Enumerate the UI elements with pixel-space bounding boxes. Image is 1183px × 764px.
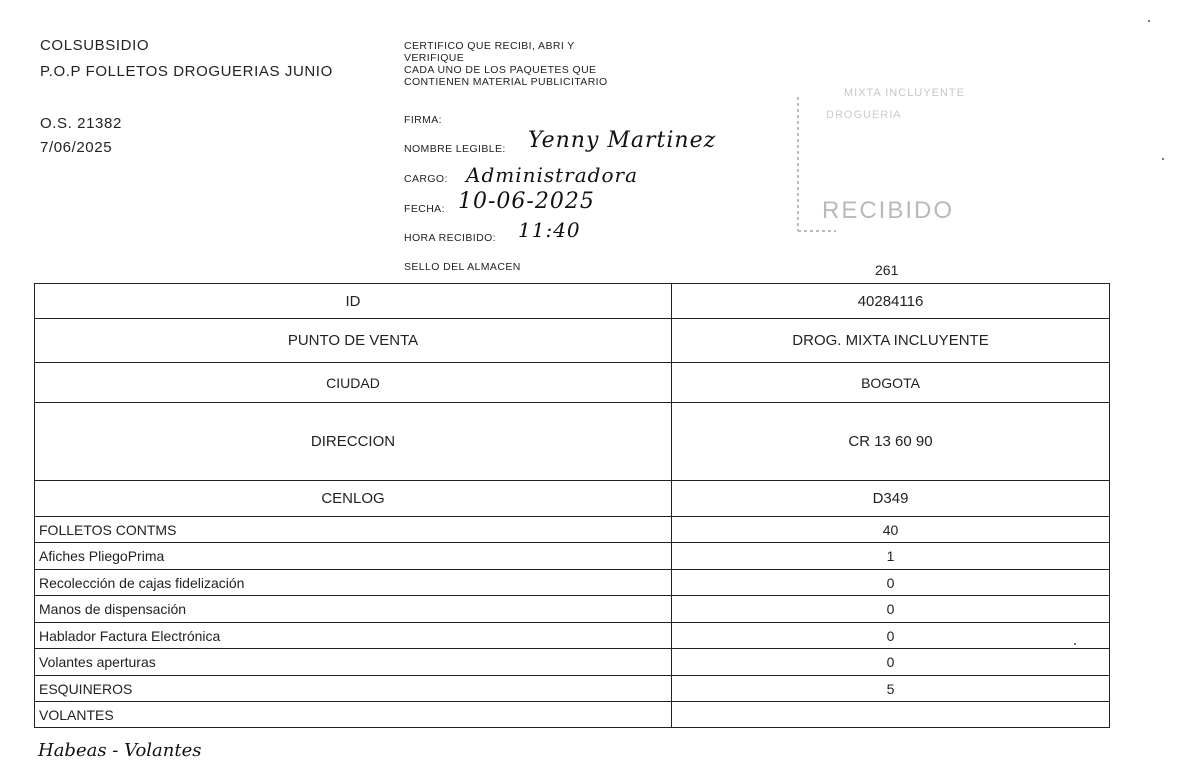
table-row	[35, 570, 1110, 596]
store-table	[34, 283, 1110, 728]
firma-label: FIRMA:	[404, 114, 442, 126]
table-row	[35, 319, 1110, 363]
table-row	[35, 363, 1110, 403]
row-value-punto-venta: DROG. MIXTA INCLUYENTE	[672, 319, 1110, 363]
table-row	[35, 403, 1110, 481]
row-label-direccion: DIRECCION	[35, 403, 672, 481]
cargo-handwritten: Administradora	[466, 163, 638, 187]
cert-line-2: VERIFIQUE	[404, 52, 465, 64]
row-label-ciudad: CIUDAD	[35, 363, 672, 403]
item-quantity: 40	[672, 517, 1110, 543]
item-quantity: 0	[672, 649, 1110, 676]
stamp-line-2: DROGUERIA	[826, 109, 902, 121]
scan-speck	[1162, 158, 1164, 160]
item-label: Afiches PliegoPrima	[35, 543, 672, 570]
item-label: Volantes aperturas	[35, 649, 672, 676]
stamp-line-1: MIXTA INCLUYENTE	[844, 87, 965, 99]
table-row	[35, 702, 1110, 728]
cert-line-4: CONTIENEN MATERIAL PUBLICITARIO	[404, 76, 608, 88]
sello-label: SELLO DEL ALMACEN	[404, 261, 521, 273]
company-name: COLSUBSIDIO	[40, 37, 150, 54]
table-row	[35, 284, 1110, 319]
table-row	[35, 481, 1110, 517]
stamp-line-3: RECIBIDO	[822, 197, 955, 224]
item-label: VOLANTES	[35, 702, 672, 728]
table-row	[35, 517, 1110, 543]
item-quantity: 0	[672, 623, 1110, 649]
table-row	[35, 623, 1110, 649]
scan-speck	[1148, 20, 1150, 22]
nombre-label: NOMBRE LEGIBLE:	[404, 143, 506, 155]
document-date: 7/06/2025	[40, 139, 113, 156]
item-quantity: 0	[672, 596, 1110, 623]
campaign-title: P.O.P FOLLETOS DROGUERIAS JUNIO	[40, 63, 333, 80]
row-label-id: ID	[35, 284, 672, 319]
table-row	[35, 596, 1110, 623]
item-quantity: 1	[672, 543, 1110, 570]
item-quantity	[672, 702, 1110, 728]
cert-line-3: CADA UNO DE LOS PAQUETES QUE	[404, 64, 597, 76]
hora-label: HORA RECIBIDO:	[404, 232, 496, 244]
table-row	[35, 649, 1110, 676]
item-quantity: 5	[672, 676, 1110, 702]
item-quantity: 0	[672, 570, 1110, 596]
item-label: FOLLETOS CONTMS	[35, 517, 672, 543]
row-label-cenlog: CENLOG	[35, 481, 672, 517]
footer-handwritten-note: Habeas - Volantes	[38, 740, 202, 761]
item-label: Manos de dispensación	[35, 596, 672, 623]
cert-line-1: CERTIFICO QUE RECIBI, ABRI Y	[404, 40, 575, 52]
scan-speck	[1074, 643, 1076, 645]
nombre-handwritten: Yenny Martinez	[528, 128, 717, 153]
fecha-handwritten: 10-06-2025	[458, 189, 595, 214]
row-label-punto-venta: PUNTO DE VENTA	[35, 319, 672, 363]
store-stamp	[796, 85, 1036, 235]
table-row	[35, 543, 1110, 570]
item-label: Hablador Factura Electrónica	[35, 623, 672, 649]
hora-handwritten: 11:40	[518, 218, 581, 242]
order-number: O.S. 21382	[40, 115, 122, 132]
row-value-ciudad: BOGOTA	[672, 363, 1110, 403]
item-label: Recolección de cajas fidelización	[35, 570, 672, 596]
row-value-id: 40284116	[672, 284, 1110, 319]
item-label: ESQUINEROS	[35, 676, 672, 702]
row-value-direccion: CR 13 60 90	[672, 403, 1110, 481]
table-row	[35, 676, 1110, 702]
fecha-label: FECHA:	[404, 203, 445, 215]
cargo-label: CARGO:	[404, 173, 448, 185]
certification-text	[404, 40, 608, 88]
page-number: 261	[875, 262, 899, 278]
row-value-cenlog: D349	[672, 481, 1110, 517]
